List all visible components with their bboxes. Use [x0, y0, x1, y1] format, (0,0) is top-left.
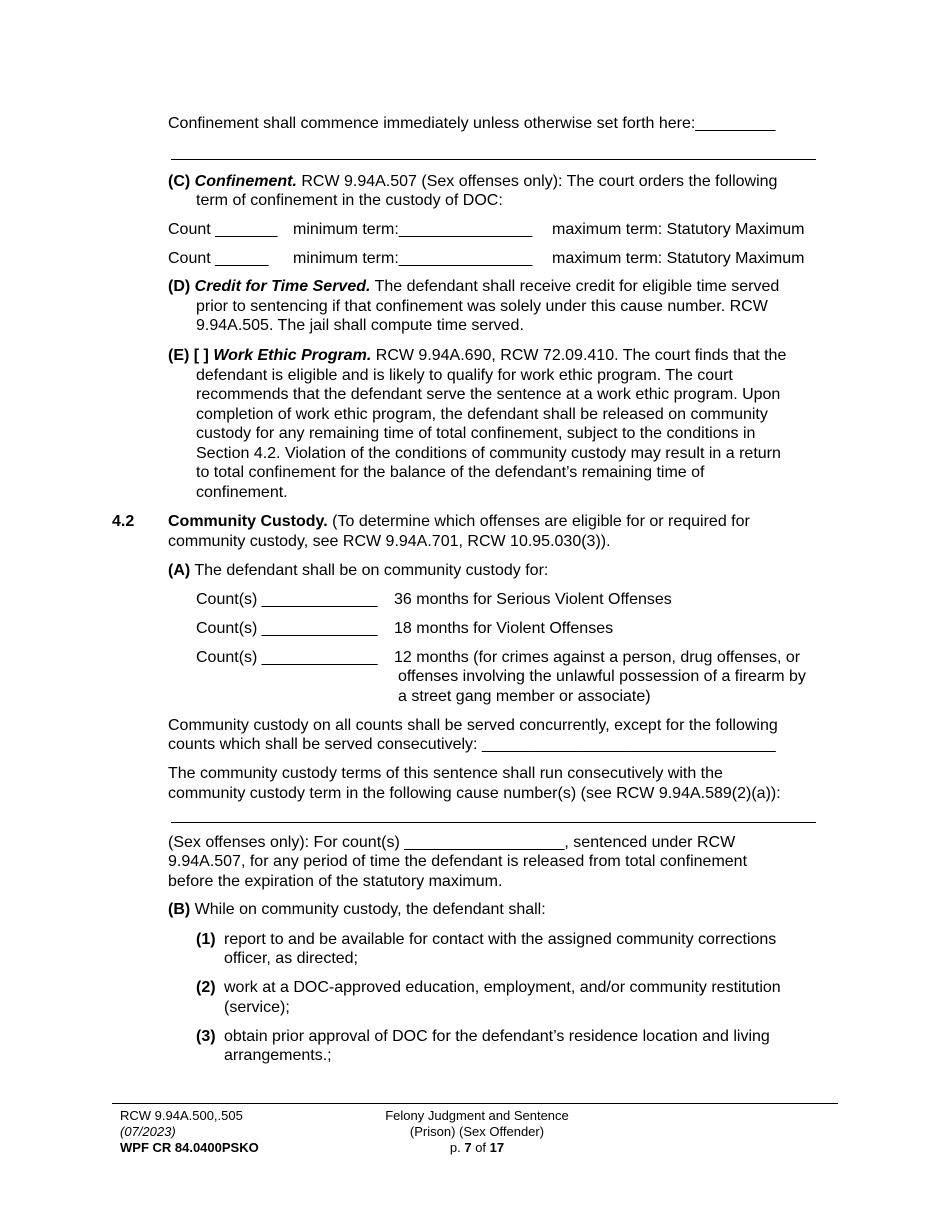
current-page: 7 — [464, 1140, 472, 1155]
section-42-title: Community Custody. — [168, 513, 328, 530]
section-e-line: defendant is eligible and is likely to qualify for work ethic program. The court — [196, 367, 733, 384]
section-d-line2: prior to sentencing if that confinement was solely under this cause number. RCW — [196, 298, 768, 315]
section-e-line1: (E) [ ] Work Ethic Program. RCW 9.94A.690, RCW 72.09.410. The court finds that the — [168, 347, 787, 364]
footer-subtitle: (Prison) (Sex Offender) — [409, 1124, 545, 1139]
condition-number: (2) — [196, 979, 216, 996]
section-d-line3: 9.94A.505. The jail shall compute time served. — [196, 317, 524, 334]
work-ethic-checkbox[interactable]: [ ] — [193, 347, 209, 364]
section-e-title: Work Ethic Program. — [213, 347, 372, 364]
footer-divider — [112, 1103, 838, 1104]
confinement-commence-text: Confinement shall commence immediately unless otherwise set forth here:_________ — [168, 115, 776, 132]
footer-form-number: WPF CR 84.0400PSKO — [120, 1140, 259, 1155]
section-e-line: custody for any remaining time of total confinement, subject to the conditions in — [196, 425, 756, 442]
footer-page-number: p. 7 of 17 — [449, 1140, 505, 1155]
section-c-text: RCW 9.94A.507 (Sex offenses only): The court orders the following — [296, 173, 778, 190]
custody-term-desc: a street gang member or associate) — [398, 688, 651, 705]
sex-offenses-line1: (Sex offenses only): For count(s) __________________, sentenced under RCW — [168, 834, 736, 851]
sub-b-line: (B) While on community custody, the defendant shall: — [168, 901, 546, 918]
count-field: Count ______ — [168, 250, 269, 267]
condition-number: (3) — [196, 1028, 216, 1045]
custody-term-desc: 12 months (for crimes against a person, drug offenses, or — [394, 649, 801, 666]
section-42-line1: Community Custody. (To determine which offenses are eligible for or required for — [168, 513, 750, 530]
sub-a-line: (A) The defendant shall be on community custody for: — [168, 562, 549, 579]
cause-number-blank-line — [171, 822, 816, 823]
concurrent-line1: Community custody on all counts shall be served concurrently, except for the following — [168, 717, 778, 734]
section-42-line2: community custody, see RCW 9.94A.701, RCW 10.95.030(3)). — [168, 533, 611, 550]
custody-term-desc: 18 months for Violent Offenses — [394, 620, 614, 637]
section-c-title: Confinement. — [194, 173, 297, 190]
section-e-line: to total confinement for the balance of the defendant’s remaining time of — [196, 464, 705, 481]
condition-text: (service); — [224, 999, 290, 1016]
consecutive-line1: The community custody terms of this sentence shall run consecutively with the — [168, 765, 723, 782]
concurrent-line2: counts which shall be served consecutively: _________________________________ — [168, 736, 776, 753]
footer-title: Felony Judgment and Sentence — [385, 1108, 569, 1123]
condition-number: (1) — [196, 931, 216, 948]
section-c-line2: term of confinement in the custody of DOC: — [196, 192, 503, 209]
condition-text: report to and be available for contact with the assigned community corrections — [224, 931, 777, 948]
sex-offenses-line3: before the expiration of the statutory maximum. — [168, 873, 503, 890]
custody-count-field: Count(s) _____________ — [196, 591, 378, 608]
section-c-label: (C) — [168, 173, 191, 190]
section-number: 4.2 — [112, 513, 135, 530]
section-e-line: confinement. — [196, 484, 288, 501]
section-e-line: completion of work ethic program, the defendant shall be released on community — [196, 406, 768, 423]
section-c-line1 — [168, 172, 777, 192]
blank-line — [171, 159, 816, 160]
condition-text: obtain prior approval of DOC for the defendant’s residence location and living — [224, 1028, 770, 1045]
sub-a-label: (A) — [168, 562, 191, 579]
sex-offenses-line2: 9.94A.507, for any period of time the defendant is released from total confinement — [168, 853, 748, 870]
count-field: Count _______ — [168, 221, 278, 238]
total-pages: 17 — [489, 1140, 505, 1155]
section-d-title: Credit for Time Served. — [194, 278, 371, 295]
condition-text: work at a DOC-approved education, employment, and/or community restitution — [224, 979, 781, 996]
condition-text: arrangements.; — [224, 1047, 332, 1064]
custody-term-desc: offenses involving the unlawful possession of a firearm by — [398, 668, 806, 685]
condition-text: officer, as directed; — [224, 950, 358, 967]
custody-term-desc: 36 months for Serious Violent Offenses — [394, 591, 672, 608]
footer-rcw: RCW 9.94A.500,.505 — [120, 1108, 243, 1123]
section-e-line: recommends that the defendant serve the sentence at a work ethic program. Upon — [196, 386, 781, 403]
consecutive-line2: community custody term in the following cause number(s) (see RCW 9.94A.589(2)(a)): — [168, 785, 781, 802]
section-e-line: Section 4.2. Violation of the conditions of community custody may result in a return — [196, 445, 781, 462]
minimum-term-field: minimum term:_______________ — [293, 250, 533, 267]
maximum-term-label: maximum term: Statutory Maximum — [552, 250, 805, 267]
minimum-term-field: minimum term:_______________ — [293, 221, 533, 238]
section-d-line1: (D) Credit for Time Served. The defendant shall receive credit for eligible time served — [168, 278, 780, 295]
custody-count-field: Count(s) _____________ — [196, 649, 378, 666]
section-e-label: (E) — [168, 347, 190, 364]
custody-count-field: Count(s) _____________ — [196, 620, 378, 637]
section-d-label: (D) — [168, 278, 191, 295]
sub-b-label: (B) — [168, 901, 191, 918]
maximum-term-label: maximum term: Statutory Maximum — [552, 221, 805, 238]
footer-date: (07/2023) — [120, 1124, 176, 1139]
